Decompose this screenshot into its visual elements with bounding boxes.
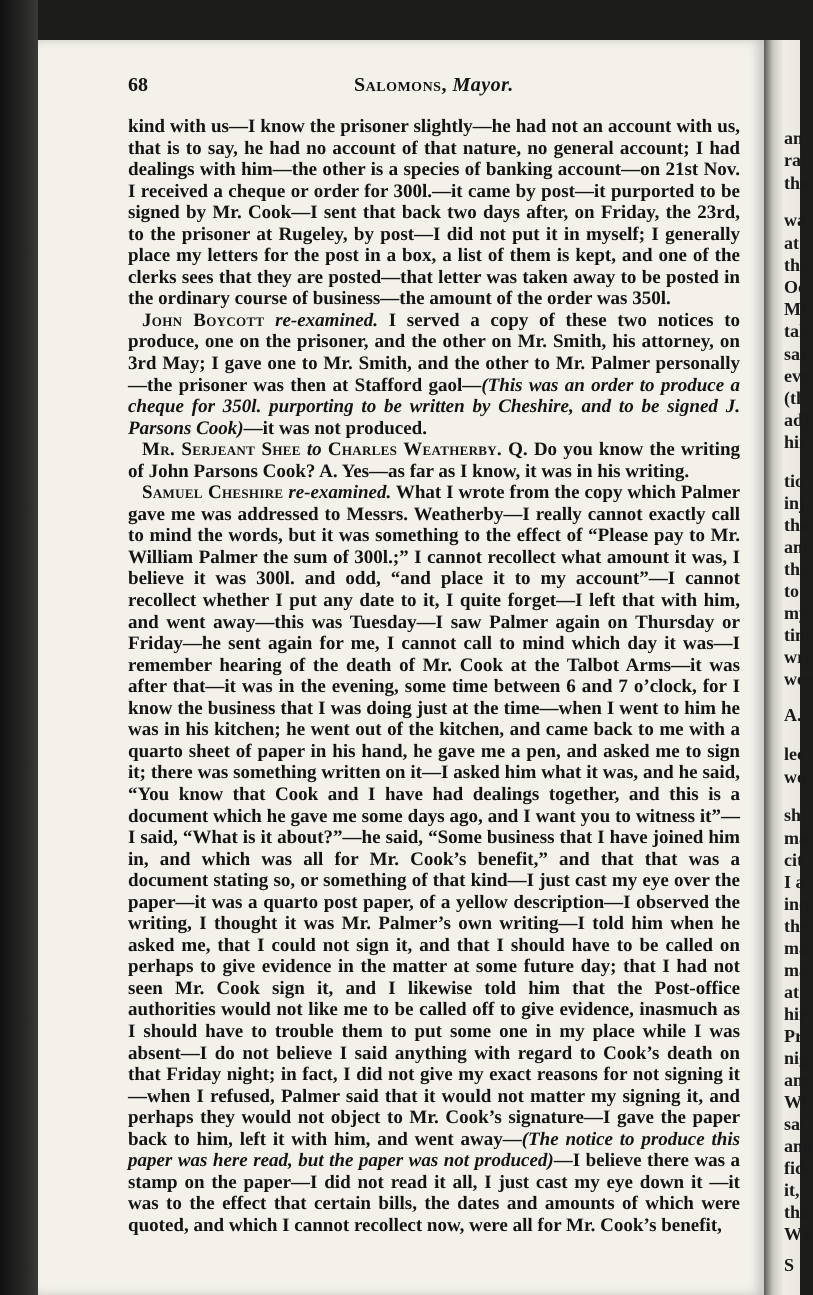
facing-page-fragment: Oc xyxy=(784,277,806,297)
running-title xyxy=(354,74,514,97)
facing-page-fragment: tio xyxy=(784,471,804,491)
speaker-name: John Boycott xyxy=(142,309,265,331)
paragraph-4 xyxy=(128,482,740,1236)
facing-page-fragment: to xyxy=(784,581,799,601)
facing-page-fragment: at xyxy=(784,233,799,253)
speaker-name: Mr. Serjeant Shee xyxy=(142,439,301,461)
facing-page-fragment: S xyxy=(784,1255,795,1275)
running-title-name: Salomons, xyxy=(354,74,447,96)
facing-page-fragment: eve xyxy=(784,366,809,386)
facing-page-fragment: the xyxy=(784,916,808,936)
facing-page-fragment: tha xyxy=(784,515,810,535)
paragraph-2-italic: (This was an order to produce a cheque for 350l. purporting to be written by Cheshire, and to be signed J. Parsons Cook) xyxy=(128,374,740,439)
facing-page-fragment: ma xyxy=(784,960,808,980)
body-text xyxy=(128,116,740,1236)
facing-page-fragment: say xyxy=(784,344,810,364)
facing-page-fragment: wa xyxy=(784,210,806,230)
paragraph-3-text: Q. Do you know the writing of John Parsons Cook? A. Yes—as far as I know, it was in his writing. xyxy=(128,439,741,482)
page-number: 68 xyxy=(128,74,148,96)
paragraph-1-text: kind with us—I know the prisoner slightly—he had not an account with us, that is to say, he had no account of that nature, no general account; I had dealings with him—the other is a species of banking account—on 21st Nov. I received a cheque or order for 300l.—it came by post—it purported to be signed by Mr. Cook—I sent that back two days after, on Friday, the 23rd, to the prisoner at Rugeley, by post—I did not put it in myself; I generally place my letters for the post in a box, a list of them is kept, and one of the clerks sees that they are posted—that letter was taken away to be posted in the ordinary course of business—the amount of the order was 350l. xyxy=(128,116,740,310)
facing-page-fragment: Wl xyxy=(784,1092,808,1112)
facing-page-fragment: shi xyxy=(784,805,807,825)
facing-page-fragment: am xyxy=(784,537,808,557)
paragraph-2-text: I served a copy of these two notices to produce, one on the prisoner, and the other on Mr. Smith, his attorney, on 3rd May; I gave one to Mr. Smith, and the other to Mr. Palmer personally —the prisoner was then at Stafford gaol— xyxy=(128,309,741,396)
book-page xyxy=(38,40,764,1295)
facing-page-fragment: Pr xyxy=(784,1026,803,1046)
speaker-name: Samuel Cheshire xyxy=(142,482,284,504)
paragraph-1 xyxy=(128,116,740,310)
facing-page-edge xyxy=(764,40,813,1295)
facing-page-fragment: Wa xyxy=(784,1224,811,1244)
facing-page-fragment: cit xyxy=(784,850,803,870)
facing-page-fragment: hir xyxy=(784,432,808,452)
speaker-note: re-examined. xyxy=(275,309,378,331)
facing-page-fragment: at xyxy=(784,982,799,1002)
paragraph-4-italic: (The notice to produce this paper was here read, but the paper was not produced) xyxy=(128,1128,740,1172)
facing-page-fragment: Mr xyxy=(784,299,809,319)
paragraph-3 xyxy=(128,439,740,482)
facing-page-fragment: adj xyxy=(784,410,810,430)
facing-page-fragment: wri xyxy=(784,647,810,667)
speaker-note: re-examined. xyxy=(288,482,392,504)
facing-page-fragment: hir xyxy=(784,1004,808,1024)
facing-page-fragment: inj xyxy=(784,493,806,513)
facing-page-fragment: A. xyxy=(784,705,802,725)
facing-page-fragment: tak xyxy=(784,321,810,341)
facing-page-fragment: I a xyxy=(784,872,805,892)
facing-page-fragment: tim xyxy=(784,625,810,645)
facing-page-fragment: my xyxy=(784,603,808,623)
facing-page-fragment: ans xyxy=(784,1070,811,1090)
facing-page-fragment: nig xyxy=(784,1048,809,1068)
speaker-name-2: Charles Weatherby. xyxy=(327,439,502,461)
paragraph-2-text-after: —it was not produced. xyxy=(243,417,427,439)
facing-page-fragment: inq xyxy=(784,894,810,914)
running-title-office: Mayor. xyxy=(452,74,514,96)
facing-page-fragment: an xyxy=(784,128,804,148)
facing-page-fragment: (th xyxy=(784,388,806,408)
facing-page-fragment: rat xyxy=(784,150,807,170)
facing-page-fragment: tha xyxy=(784,255,810,275)
facing-page-fragment: lec xyxy=(784,744,805,764)
facing-page-fragment: fide xyxy=(784,1158,813,1178)
facing-page-fragment: the xyxy=(784,173,808,193)
facing-page-fragment: ma xyxy=(784,828,808,848)
facing-page-fragment: wo xyxy=(784,767,806,787)
facing-page-fragment: tha xyxy=(784,1202,810,1222)
page-header xyxy=(128,74,736,104)
facing-page-fragment: wer xyxy=(784,669,813,689)
scan-left-margin xyxy=(0,0,38,1295)
speaker-note: to xyxy=(306,439,322,461)
facing-page-fragment: ma xyxy=(784,938,808,958)
facing-page-fragment: the xyxy=(784,559,808,579)
facing-page-fragment: it, xyxy=(784,1180,800,1200)
facing-page-fragment: and xyxy=(784,1136,813,1156)
paragraph-2 xyxy=(128,310,740,439)
paragraph-4-text: What I wrote from the copy which Palmer gave me was addressed to Messrs. Weatherby—I really cannot exactly call to mind the words, but it was something to the effect of “Please pay to Mr. William Palmer the sum of 300l.;” I cannot recollect what amount it was, I believe it was 300l. and odd, “and place it to my account”—I cannot recollect whether I put any date to it, I quite forget—I left that with him, and went away—this was Tuesday—I saw Palmer again on Thursday or Friday—he sent again for me, I cannot call to mind which day it was—I remember hearing of the death of Mr. Cook at the Talbot Arms—it was after that—it was in the evening, some time between 6 and 7 o’clock, for I know the business that I was doing just at the time—when I went to him he was in his kitchen; he went out of the kitchen, and came back to me with a quarto sheet of paper in his hand, he gave me a pen, and asked me to sign it; there was something written on it—I asked him what it was, and he said, “You know that Cook and I have had dealings together, and this is a document which he gave me some days ago, and I want you to witness it”—I said, “What is it about?”—he said, “Some business that I have joined him in, and which was all for Mr. Cook’s benefit,” and that that was a document stating so, or something of that kind—I just cast my eye over the paper—it was a quarto post paper, of a yellow description—I observed the writing, I thought it was Mr. Palmer’s own writing—I told him when he asked me, that I could not sign it, and that I should have to be called on perhaps to give evidence in the matter at some future day; that I had not seen Mr. Cook sign it, and I likewise told him that the Post-office authorities would not like me to be called off to give evidence, inasmuch as I should have to trouble them to put some one in my place while I was absent—I do not believe I said anything with regard to Cook’s death on that Friday night; in fact, I did not give my exact reasons for not signing it—when I refused, Palmer said that it would not matter my signing it, and perhaps they would not object to Mr. Cook’s signature—I gave the paper back to him, left it with him, and went away— xyxy=(128,482,741,1150)
facing-page-fragment: sai xyxy=(784,1114,806,1134)
paragraph-4-text-after: —I believe there was a stamp on the paper—I did not read it all, I just cast my eye down it —it was to the effect that certain bills, the dates and amounts of which were quoted, and which I cannot recollect now, were all for Mr. Cook’s benefit, xyxy=(128,1150,740,1236)
